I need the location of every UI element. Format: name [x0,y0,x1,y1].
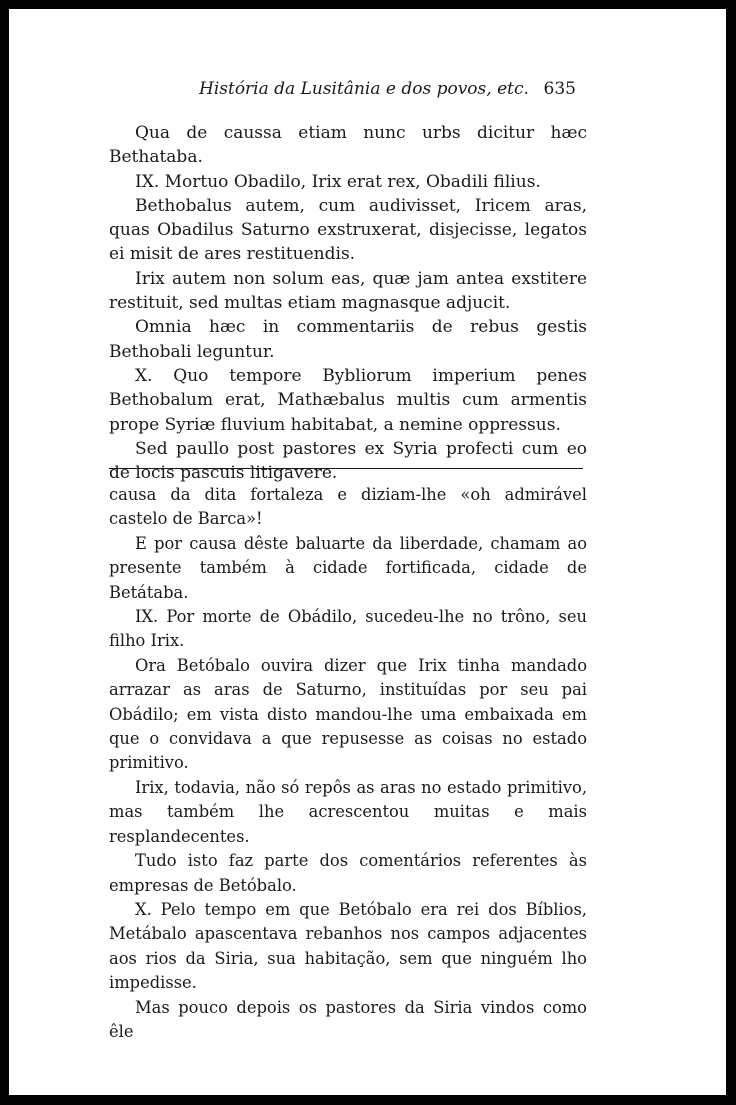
latin-paragraph: Sed paullo post pastores ex Syria profecti cum eo de locis pascuis litigavere. [109,438,587,484]
book-page [9,9,726,1095]
latin-paragraph: Bethobalus autem, cum audivisset, Iricem aras, quas Obadilus Saturno exstruxerat, disjecisse, legatos ei misit de ares restituendis. [109,195,587,265]
latin-paragraph: X. Quo tempore Bybliorum imperium penes Bethobalum erat, Mathæbalus multis cum armentis prope Syriæ fluvium habitabat, a nemine oppressus. [109,365,587,435]
latin-paragraph: Omnia hæc in commentariis de rebus gestis Bethobali leguntur. [109,317,587,362]
portuguese-paragraph: X. Pelo tempo em que Betóbalo era rei dos Bíblios, Metábalo apascentava rebanhos nos campos adjacentes aos rios da Siria, sua habitação, sem que ninguém lho impedisse. [109,899,587,993]
portuguese-paragraph: E por causa dêste baluarte da liberdade, chamam ao presente também à cidade fortificada, cidade de Betátaba. [109,533,587,602]
latin-text-block [109,121,587,485]
portuguese-paragraph: Irix, todavia, não só repôs as aras no estado primitivo, mas também lhe acrescentou muitas e mais resplandecentes. [109,777,587,846]
portuguese-paragraph: causa da dita fortaleza e diziam-lhe «oh admirável castelo de Barca»! [109,485,587,529]
portuguese-paragraph: Mas pouco depois os pastores da Siria vindos como êle [109,997,587,1041]
latin-paragraph: IX. Mortuo Obadilo, Irix erat rex, Obadili filius. [135,171,541,192]
portuguese-paragraph: Tudo isto faz parte dos comentários referentes às empresas de Betóbalo. [109,851,587,895]
portuguese-paragraph: IX. Por morte de Obádilo, sucedeu-lhe no trôno, seu filho Irix. [109,607,587,651]
page-header [109,79,576,99]
portuguese-text-block [109,483,587,1044]
latin-paragraph: Irix autem non solum eas, quæ jam antea exstitere restituit, sed multas etiam magnasque adjucit. [109,268,587,314]
running-title: História da Lusitânia e dos povos, etc. [199,79,529,99]
portuguese-paragraph: Ora Betóbalo ouvira dizer que Irix tinha mandado arrazar as aras de Saturno, instituídas por seu pai Obádilo; em vista disto mandou-lhe uma embaixada em que o convidava a que repusesse as coisas no estado primitivo. [109,655,587,773]
latin-paragraph: Qua de caussa etiam nunc urbs dicitur hæc Bethataba. [109,123,587,168]
page-number: 635 [543,79,576,99]
section-divider [109,468,583,469]
